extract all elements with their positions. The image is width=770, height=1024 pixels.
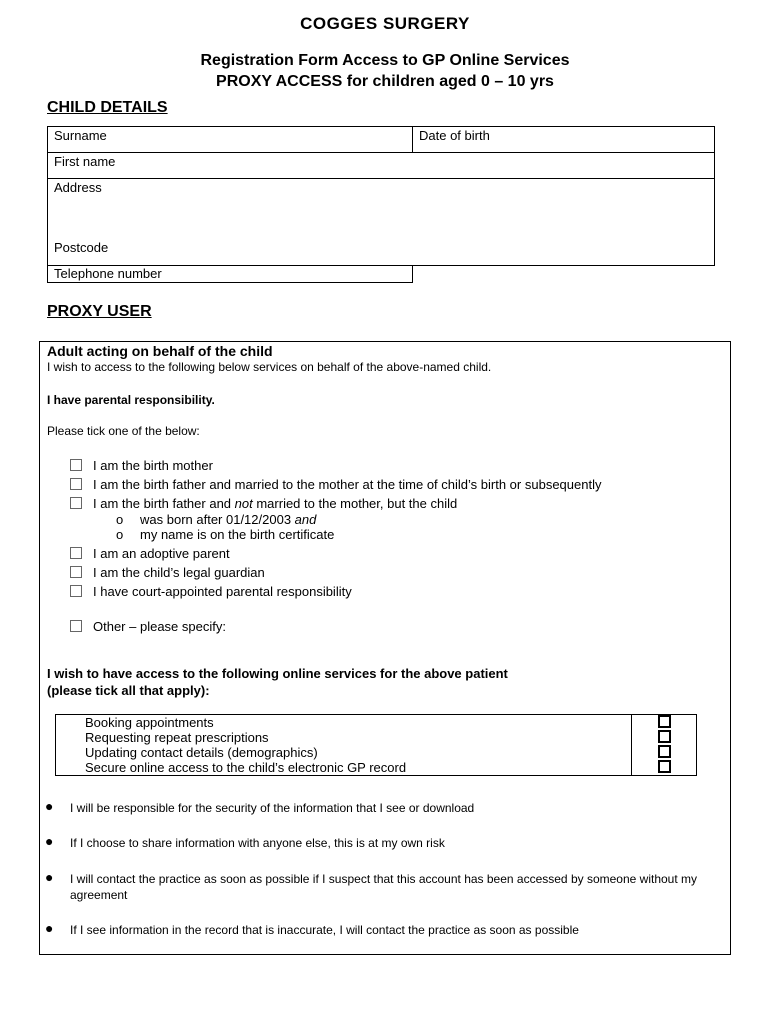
address-field[interactable] [47,178,715,266]
option-legal-guardian[interactable]: I am the child’s legal guardian [70,565,265,580]
service-row [56,760,697,776]
bullet-icon: ● [45,833,54,849]
tick-instruction: Please tick one of the below: [47,424,200,438]
bullet-icon: ● [45,798,54,814]
date-of-birth-label: Date of birth [419,128,490,143]
checkbox-icon[interactable] [70,497,82,509]
option-birth-father-married[interactable]: I am the birth father and married to the mother at the time of child’s birth or subsequently [70,477,601,492]
service-label: Updating contact details (demographics) [56,745,632,760]
service-label: Booking appointments [56,715,632,731]
checkbox-icon[interactable] [70,620,82,632]
parental-responsibility-text: I have parental responsibility. [47,393,215,407]
intro-text: I wish to access to the following below services on behalf of the above-named child. [47,360,492,374]
bullet-icon: ● [45,920,54,936]
first-name-field[interactable] [47,152,715,179]
checkbox-icon[interactable] [70,566,82,578]
child-details-heading: CHILD DETAILS [47,99,168,116]
checkbox-icon[interactable] [70,547,82,559]
checkbox-icon[interactable] [70,478,82,490]
postcode-label: Postcode [54,240,109,255]
surname-label: Surname [54,128,107,143]
access-heading: I wish to have access to the following online services for the above patient [47,666,508,681]
form-subtitle: PROXY ACCESS for children aged 0 – 10 yrs [216,73,554,90]
checkbox-icon[interactable] [70,585,82,597]
sub-option-birth-certificate: o my name is on the birth certificate [116,527,335,542]
proxy-user-heading: PROXY USER [47,303,152,320]
surgery-name: COGGES SURGERY [300,14,470,33]
option-court-appointed[interactable]: I have court-appointed parental responsibility [70,584,352,599]
checkbox-icon[interactable] [658,760,671,773]
checkbox-icon[interactable] [658,730,671,743]
services-table [55,714,697,776]
checkbox-icon[interactable] [70,459,82,471]
service-row [56,730,697,745]
surname-field[interactable] [47,126,413,153]
adult-heading: Adult acting on behalf of the child [47,343,273,359]
bullet-icon: ● [45,869,54,885]
first-name-label: First name [54,154,116,169]
checkbox-icon[interactable] [658,715,671,728]
option-other[interactable]: Other – please specify: [70,619,226,634]
option-adoptive-parent[interactable]: I am an adoptive parent [70,546,230,561]
option-birth-father-not-married[interactable]: I am the birth father and not married to the mother, but the child [70,496,457,511]
date-of-birth-field[interactable] [412,126,715,153]
service-row [56,715,697,731]
checkbox-icon[interactable] [658,745,671,758]
telephone-label: Telephone number [54,266,162,281]
option-birth-mother[interactable]: I am the birth mother [70,458,213,473]
sub-option-born-after: o was born after 01/12/2003 and [116,512,317,527]
service-label: Requesting repeat prescriptions [56,730,632,745]
access-heading-note: (please tick all that apply): [47,683,210,698]
telephone-field[interactable] [47,265,413,283]
service-label: Secure online access to the child’s electronic GP record [56,760,632,776]
address-label: Address [54,180,102,195]
form-title: Registration Form Access to GP Online Services [200,52,570,69]
service-row [56,745,697,760]
